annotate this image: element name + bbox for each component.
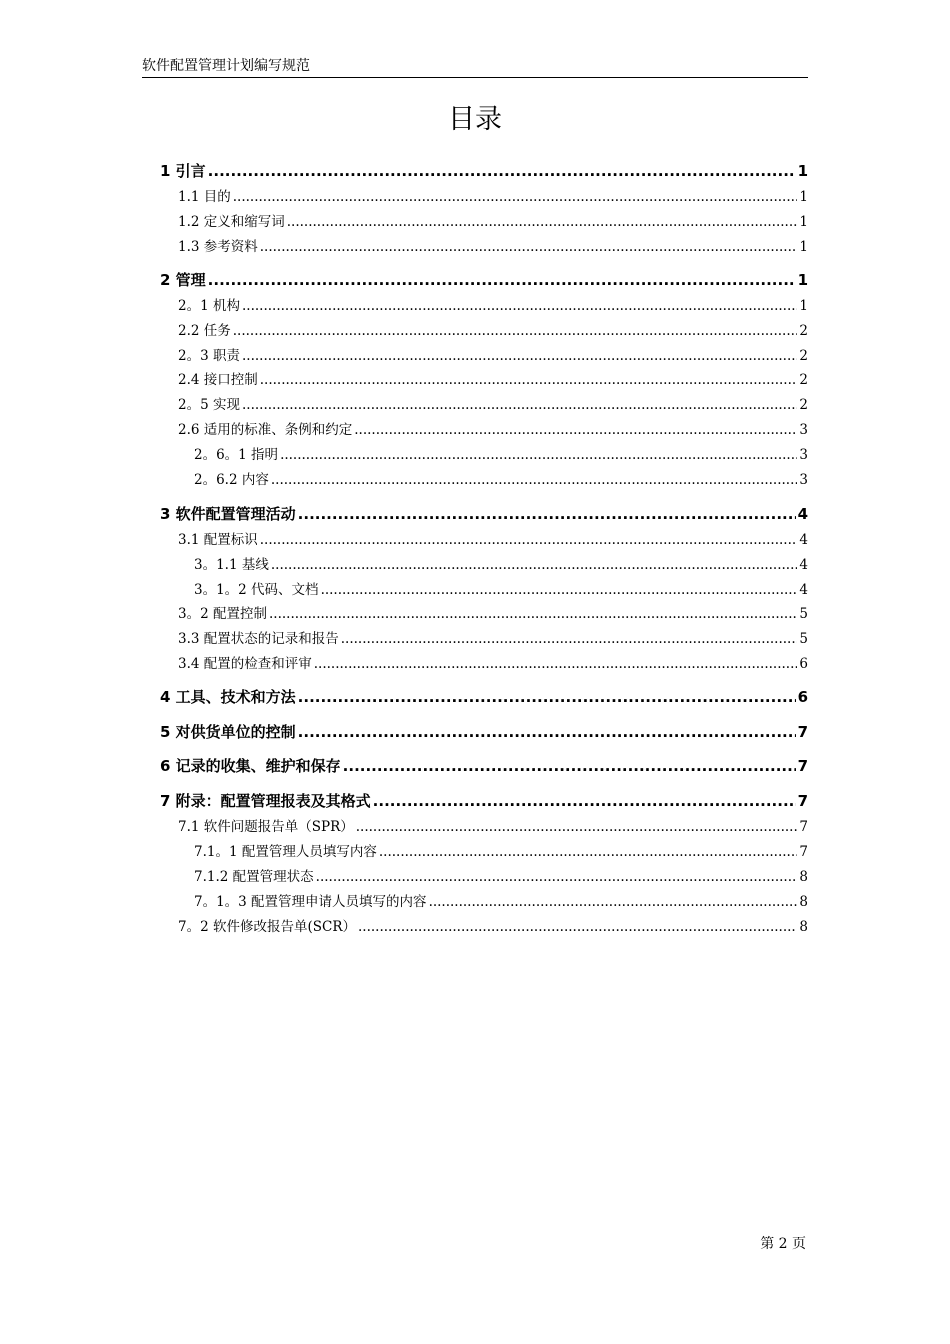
toc-entry-page: 3	[799, 422, 808, 438]
toc-entry-page: 8	[799, 894, 808, 910]
toc-entry[interactable]	[178, 532, 808, 548]
toc-entry[interactable]	[160, 505, 808, 523]
toc-entry-page: 5	[799, 606, 808, 622]
toc-entry[interactable]	[178, 348, 808, 364]
page-number: 第 2 页	[760, 1236, 806, 1252]
toc-entry[interactable]	[178, 214, 808, 230]
toc-entry[interactable]	[194, 447, 808, 463]
toc-entry-page: 2	[799, 323, 808, 339]
toc-entry-label: 4 工具、技术和方法	[160, 688, 296, 706]
toc-dot-leader	[260, 372, 798, 388]
toc-entry-page: 1	[799, 239, 808, 255]
toc-entry-page: 6	[799, 656, 808, 672]
toc-dot-leader	[314, 656, 798, 672]
toc-dot-leader	[373, 792, 796, 810]
toc-entry-page: 4	[799, 557, 808, 573]
toc-entry-page: 1	[799, 214, 808, 230]
toc-entry-page: 1	[797, 162, 808, 180]
toc-entry[interactable]	[194, 582, 808, 598]
toc-entry-label: 1.1 目的	[178, 189, 231, 205]
header-title: 软件配置管理计划编写规范	[142, 58, 310, 74]
toc-entry[interactable]	[178, 397, 808, 413]
toc-dot-leader	[343, 757, 796, 775]
toc-dot-leader	[287, 214, 798, 230]
toc-entry-page: 7	[797, 792, 808, 810]
toc-entry-label: 1 引言	[160, 162, 206, 180]
toc-dot-leader	[242, 348, 797, 364]
toc-entry-label: 1.2 定义和缩写词	[178, 214, 285, 230]
toc-entry-page: 3	[799, 447, 808, 463]
toc-entry-label: 7.1。1 配置管理人员填写内容	[194, 844, 377, 860]
toc-dot-leader	[341, 631, 798, 647]
toc-dot-leader	[298, 688, 796, 706]
toc-entry-label: 3 软件配置管理活动	[160, 505, 296, 523]
toc-dot-leader	[358, 919, 797, 935]
toc-entry[interactable]	[160, 271, 808, 289]
toc-entry-label: 5 对供货单位的控制	[160, 723, 296, 741]
toc-entry-page: 8	[799, 869, 808, 885]
toc-entry-page: 2	[799, 372, 808, 388]
toc-dot-leader	[242, 397, 797, 413]
toc-entry-label: 2。6。1 指明	[194, 447, 279, 463]
toc-entry-label: 3。2 配置控制	[178, 606, 267, 622]
toc-entry[interactable]	[178, 298, 808, 314]
toc-entry-page: 1	[797, 271, 808, 289]
toc-entry-page: 3	[799, 472, 808, 488]
toc-entry[interactable]	[160, 162, 808, 180]
toc-entry-label: 3。1。2 代码、文档	[194, 582, 319, 598]
toc-entry[interactable]	[160, 723, 808, 741]
toc-dot-leader	[298, 723, 796, 741]
toc-entry-page: 5	[799, 631, 808, 647]
toc-title: 目录	[448, 104, 502, 135]
toc-dot-leader	[208, 271, 796, 289]
toc-entry[interactable]	[178, 606, 808, 622]
toc-entry-label: 7 附录：配置管理报表及其格式	[160, 792, 371, 810]
toc-dot-leader	[260, 239, 798, 255]
toc-entry-label: 3.3 配置状态的记录和报告	[178, 631, 339, 647]
toc-entry-page: 2	[799, 397, 808, 413]
toc-entry[interactable]	[178, 323, 808, 339]
toc-entry-label: 7。1。3 配置管理申请人员填写的内容	[194, 894, 427, 910]
toc-entry-page: 7	[799, 819, 808, 835]
toc-entry[interactable]	[178, 919, 808, 935]
toc-dot-leader	[316, 869, 798, 885]
toc-entry-page: 4	[797, 505, 808, 523]
toc-entry-label: 3。1.1 基线	[194, 557, 269, 573]
toc-entry-label: 2 管理	[160, 271, 206, 289]
toc-entry[interactable]	[194, 894, 808, 910]
toc-entry[interactable]	[194, 557, 808, 573]
toc-dot-leader	[298, 505, 796, 523]
toc-dot-leader	[233, 323, 798, 339]
toc-entry-label: 7.1 软件问题报告单（SPR）	[178, 819, 354, 835]
toc-dot-leader	[354, 422, 797, 438]
toc-dot-leader	[208, 162, 796, 180]
toc-entry-label: 7.1.2 配置管理状态	[194, 869, 314, 885]
toc-dot-leader	[269, 606, 797, 622]
toc-dot-leader	[356, 819, 798, 835]
toc-entry-page: 6	[797, 688, 808, 706]
toc-entry[interactable]	[178, 372, 808, 388]
toc-entry[interactable]	[178, 656, 808, 672]
toc-dot-leader	[233, 189, 798, 205]
toc-entry-page: 7	[797, 757, 808, 775]
toc-entry[interactable]	[194, 844, 808, 860]
toc-entry-page: 8	[799, 919, 808, 935]
toc-entry-page: 4	[799, 532, 808, 548]
toc-entry[interactable]	[160, 688, 808, 706]
toc-entry-label: 2.6 适用的标准、条例和约定	[178, 422, 353, 438]
toc-entry[interactable]	[194, 472, 808, 488]
toc-dot-leader	[242, 298, 797, 314]
toc-entry[interactable]	[178, 422, 808, 438]
toc-dot-leader	[321, 582, 798, 598]
toc-entry-page: 1	[799, 189, 808, 205]
toc-entry[interactable]	[178, 631, 808, 647]
toc-entry-label: 1.3 参考资料	[178, 239, 258, 255]
toc-entry[interactable]	[194, 869, 808, 885]
toc-dot-leader	[280, 447, 797, 463]
toc-entry-page: 2	[799, 348, 808, 364]
toc-dot-leader	[379, 844, 798, 860]
toc-entry-page: 4	[799, 582, 808, 598]
toc-entry-label: 2。6.2 内容	[194, 472, 269, 488]
toc-entry-page: 1	[799, 298, 808, 314]
toc-entry[interactable]	[160, 757, 808, 775]
toc-dot-leader	[260, 532, 798, 548]
toc-entry-label: 7。2 软件修改报告单(SCR）	[178, 919, 356, 935]
toc-entry-label: 2.2 任务	[178, 323, 231, 339]
toc-entry[interactable]	[178, 189, 808, 205]
toc-dot-leader	[271, 557, 798, 573]
toc-entry-label: 3.4 配置的检查和评审	[178, 656, 312, 672]
toc-entry-label: 2.4 接口控制	[178, 372, 258, 388]
toc-entry[interactable]	[178, 819, 808, 835]
toc-entry-label: 6 记录的收集、维护和保存	[160, 757, 341, 775]
toc-entry-label: 3.1 配置标识	[178, 532, 258, 548]
toc-entry-label: 2。5 实现	[178, 397, 240, 413]
toc-entry-page: 7	[799, 844, 808, 860]
toc-dot-leader	[271, 472, 798, 488]
toc-entry[interactable]	[160, 792, 808, 810]
toc-entry[interactable]	[178, 239, 808, 255]
toc-entry-label: 2。1 机构	[178, 298, 240, 314]
toc-entry-label: 2。3 职责	[178, 348, 240, 364]
toc-entry-page: 7	[797, 723, 808, 741]
toc-dot-leader	[429, 894, 798, 910]
